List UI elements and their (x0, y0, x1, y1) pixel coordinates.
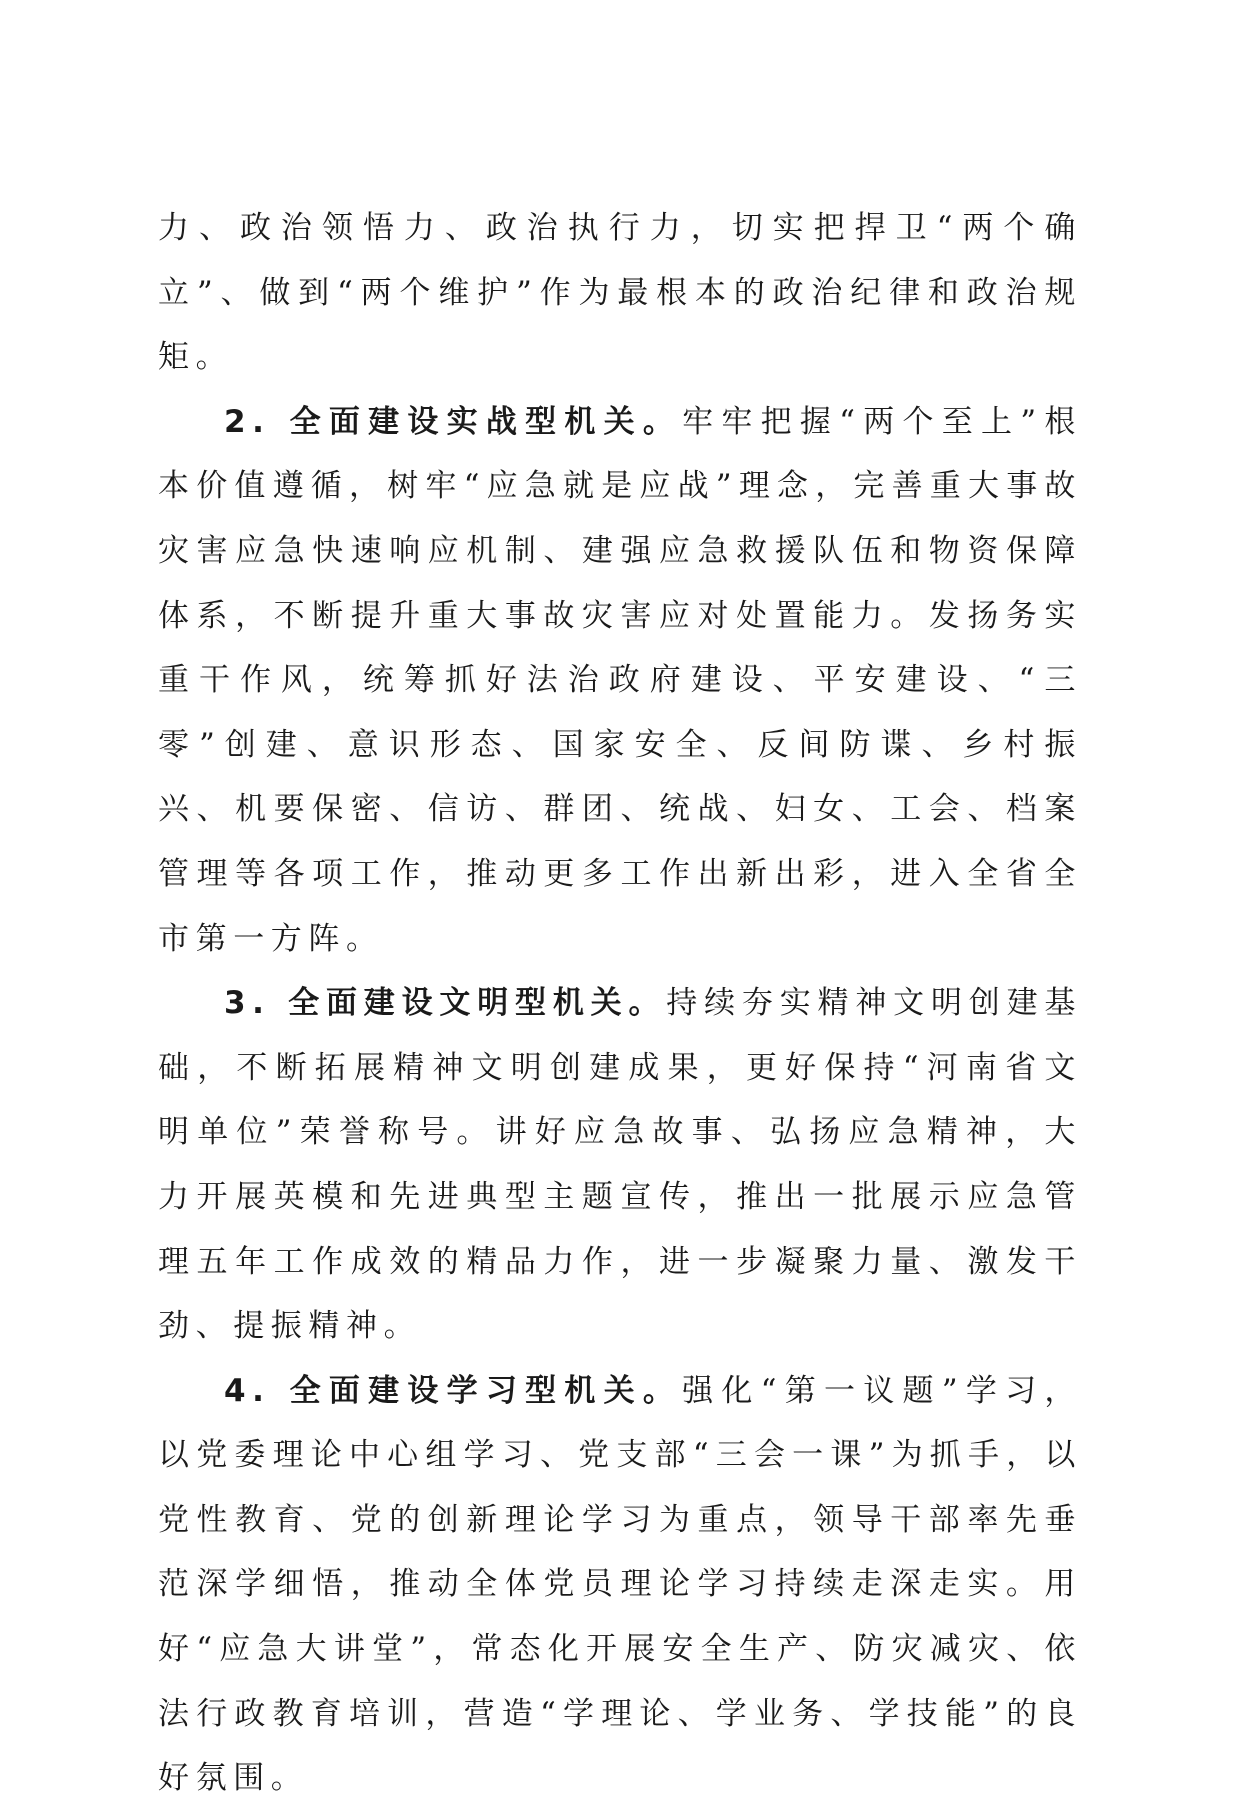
paragraph-continuation (158, 196, 1082, 390)
section-heading-3: 3. 全面建设文明型机关。 (224, 985, 667, 1022)
section-heading-2: 2. 全面建设实战型机关。 (224, 403, 683, 440)
paragraph-combat-organ (158, 390, 1082, 971)
document-page (158, 196, 1082, 1811)
section-heading-4: 4. 全面建设学习型机关。 (224, 1372, 683, 1409)
paragraph-body: 力、政治领悟力、政治执行力，切实把捍卫“两个确立”、做到“两个维护”作为最根本的政治纪律和政治规矩。 (158, 210, 1082, 376)
paragraph-body: 牢牢把握“两个至上”根本价值遵循，树牢“应急就是应战”理念，完善重大事故灾害应急快速响应机制、建强应急救援队伍和物资保障体系，不断提升重大事故灾害应对处置能力。发扬务实重干作风，统筹抓好法治政府建设、平安建设、“三零”创建、意识形态、国家安全、反间防谍、乡村振兴、机要保密、信访、群团、统战、妇女、工会、档案管理等各项工作，推动更多工作出新出彩，进入全省全市第一方阵。 (158, 403, 1083, 957)
paragraph-learning-organ (158, 1359, 1082, 1811)
paragraph-body: 持续夯实精神文明创建基础，不断拓展精神文明创建成果，更好保持“河南省文明单位”荣誉称号。讲好应急故事、弘扬应急精神，大力开展英模和先进典型主题宣传，推出一批展示应急管理五年工作成效的精品力作，进一步凝聚力量、激发干劲、提振精神。 (158, 985, 1083, 1345)
paragraph-body: 强化“第一议题”学习，以党委理论中心组学习、党支部“三会一课”为抓手，以党性教育、党的创新理论学习为重点，领导干部率先垂范深学细悟，推动全体党员理论学习持续走深走实。用好“应急大讲堂”，常态化开展安全生产、防灾减灾、依法行政教育培训，营造“学理论、学业务、学技能”的良好氛围。 (158, 1372, 1083, 1797)
paragraph-civilized-organ (158, 971, 1082, 1359)
